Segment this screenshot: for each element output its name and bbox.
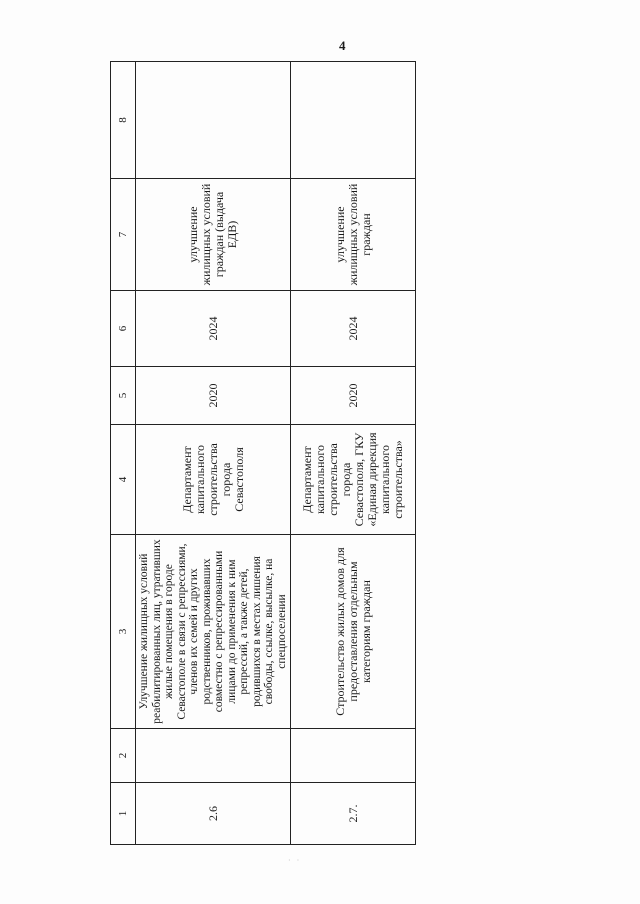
table-row bbox=[291, 62, 416, 845]
page-number: 4 bbox=[339, 38, 346, 53]
measure-description: Строительство жилых домов для предоставления отдельным категориям граждан bbox=[291, 535, 416, 729]
expected-result: улучшение жилищных условий граждан (выдача ЕДВ) bbox=[136, 179, 291, 291]
executor: Департамент капитального строительства города Севастополя, ГКУ «Единая дирекция капитального строительства» bbox=[291, 425, 416, 535]
empty-cell bbox=[136, 62, 291, 179]
start-year: 2020 bbox=[291, 367, 416, 425]
executor: Департамент капитального строительства города Севастополя bbox=[136, 425, 291, 535]
header-cell: 4 bbox=[111, 425, 136, 535]
header-row bbox=[111, 62, 136, 845]
measures-table bbox=[110, 61, 416, 845]
empty-cell bbox=[136, 729, 291, 783]
expected-result: улучшение жилищных условий граждан bbox=[291, 179, 416, 291]
empty-cell bbox=[291, 62, 416, 179]
table-container bbox=[110, 62, 405, 845]
end-year: 2024 bbox=[136, 291, 291, 367]
header-cell: 3 bbox=[111, 535, 136, 729]
measure-description: Улучшение жилищных условий реабилитированных лиц, утративших жилые помещения в городе Севастополе в связи с репрессиями, членов их семей и других родственников, проживавших совместно с репрессированными лицами до применения к ним репрессий, а также детей, родившихся в местах лишения свободы, ссылке, высылке, на спецпоселении bbox=[136, 535, 291, 729]
header-cell: 8 bbox=[111, 62, 136, 179]
header-cell: 1 bbox=[111, 783, 136, 845]
rotated-table bbox=[110, 62, 405, 845]
empty-cell bbox=[291, 729, 416, 783]
item-number: 2.6 bbox=[136, 783, 291, 845]
start-year: 2020 bbox=[136, 367, 291, 425]
table-row bbox=[136, 62, 291, 845]
item-number: 2.7. bbox=[291, 783, 416, 845]
end-year: 2024 bbox=[291, 291, 416, 367]
header-cell: 5 bbox=[111, 367, 136, 425]
header-cell: 2 bbox=[111, 729, 136, 783]
header-cell: 7 bbox=[111, 179, 136, 291]
scan-artifact: · · bbox=[288, 856, 302, 865]
header-cell: 6 bbox=[111, 291, 136, 367]
